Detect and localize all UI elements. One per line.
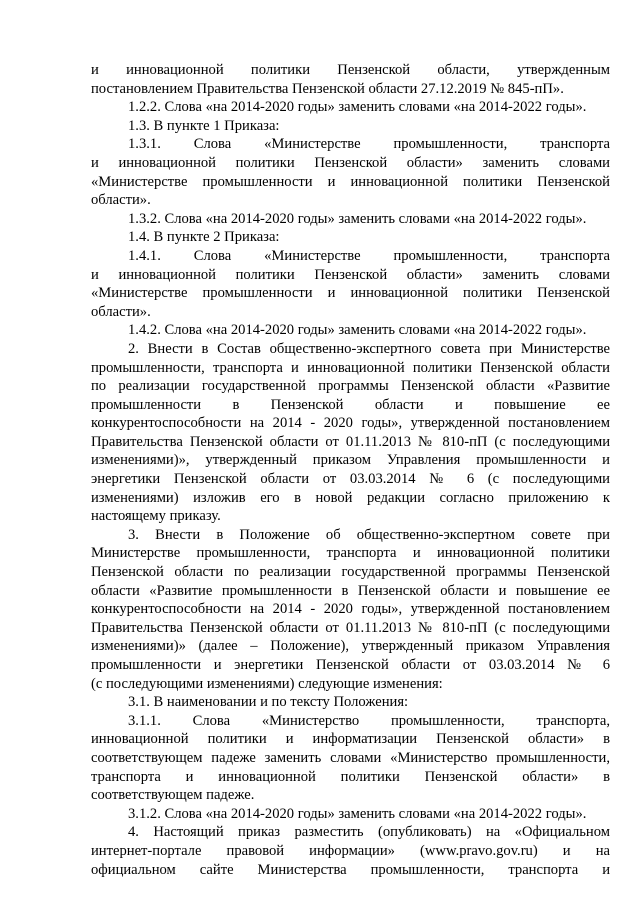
text-line: области «Развитие промышленности в Пензенской области и повышение ее	[91, 582, 610, 599]
text-line: 1.4.1. Слова «Министерстве промышленности, транспорта	[128, 247, 610, 264]
text-line: 1.4. В пункте 2 Приказа:	[128, 229, 280, 246]
text-line: соответствующем падеже заменить словами «Министерство промышленности,	[91, 749, 610, 766]
text-line: 3.1.2. Слова «на 2014-2020 годы» заменить словами «на 2014-2022 годы».	[128, 805, 587, 822]
text-line: промышленности, транспорта и инновационной политики Пензенской области	[91, 359, 610, 376]
text-line: конкурентоспособности на 2014 - 2020 годы», утвержденной постановлением	[91, 415, 610, 432]
text-line: Министерстве промышленности, транспорта и инновационной политики	[91, 545, 610, 562]
text-line: (с последующими изменениями) следующие изменения:	[91, 675, 443, 692]
text-line: по реализации государственной программы Пензенской области «Развитие	[91, 378, 610, 395]
text-line: изменениями)», утвержденный приказом Управления промышленности и	[91, 452, 610, 469]
text-line: соответствующем падеже.	[91, 787, 255, 804]
text-line: 1.3.1. Слова «Министерстве промышленности, транспорта	[128, 136, 610, 153]
text-line: промышленности и энергетики Пензенской области от 03.03.2014 № 6	[91, 657, 610, 673]
text-line: 2. Внести в Состав общественно-экспертного совета при Министерстве	[128, 340, 610, 357]
text-line: 4. Настоящий приказ разместить (опубликовать) на «Официальном	[128, 824, 610, 841]
text-line: интернет-портале правовой информации» (www.pravo.gov.ru) и на	[91, 842, 610, 859]
text-line: 3. Внести в Положение об общественно-экспертном совете при	[128, 526, 610, 543]
document-page	[91, 61, 610, 879]
text-line: и инновационной политики Пензенской области» заменить словами	[91, 154, 610, 171]
text-line: официальном сайте Министерства промышленности, транспорта и	[91, 861, 610, 878]
text-line: Правительства Пензенской области от 01.11.2013 № 810-пП (с последующими	[91, 619, 610, 636]
text-line: конкурентоспособности на 2014 - 2020 годы», утвержденной постановлением	[91, 601, 610, 618]
text-line: 3.1.1. Слова «Министерство промышленности, транспорта,	[128, 712, 610, 729]
text-line: 1.2.2. Слова «на 2014-2020 годы» заменить словами «на 2014-2022 годы».	[128, 99, 587, 116]
text-line: области».	[91, 192, 151, 209]
text-line: области».	[91, 303, 151, 320]
text-line: и инновационной политики Пензенской области, утвержденным	[91, 62, 610, 78]
text-line: изменениями) изложив его в новой редакции согласно приложению к	[91, 489, 610, 506]
text-line: инновационной политики и информатизации Пензенской области» в	[91, 731, 610, 748]
text-line: 3.1. В наименовании и по тексту Положения:	[128, 694, 409, 711]
text-line: изменениями)» (далее – Положение), утвержденный приказом Управления	[91, 638, 610, 655]
text-line: постановлением Правительства Пензенской области 27.12.2019 № 845-пП».	[91, 80, 564, 97]
text-line: энергетики Пензенской области от 03.03.2014 № 6 (с последующими	[91, 471, 610, 488]
text-line: «Министерстве промышленности и инновационной политики Пензенской	[91, 285, 610, 302]
text-line: и инновационной политики Пензенской области» заменить словами	[91, 266, 610, 283]
text-line: Правительства Пензенской области от 01.11.2013 № 810-пП (с последующими	[91, 433, 610, 450]
text-line: настоящему приказу.	[91, 508, 221, 525]
text-line: транспорта и инновационной политики Пензенской области» в	[91, 768, 610, 785]
text-line: «Министерстве промышленности и инновационной политики Пензенской	[91, 173, 610, 190]
text-line: Пензенской области по реализации государственной программы Пензенской	[91, 564, 610, 581]
text-line: промышленности в Пензенской области и повышение ее	[91, 396, 610, 413]
text-line: 1.3. В пункте 1 Приказа:	[128, 117, 280, 134]
text-line: 1.4.2. Слова «на 2014-2020 годы» заменить словами «на 2014-2022 годы».	[128, 322, 587, 339]
text-line: 1.3.2. Слова «на 2014-2020 годы» заменить словами «на 2014-2022 годы».	[128, 210, 587, 227]
